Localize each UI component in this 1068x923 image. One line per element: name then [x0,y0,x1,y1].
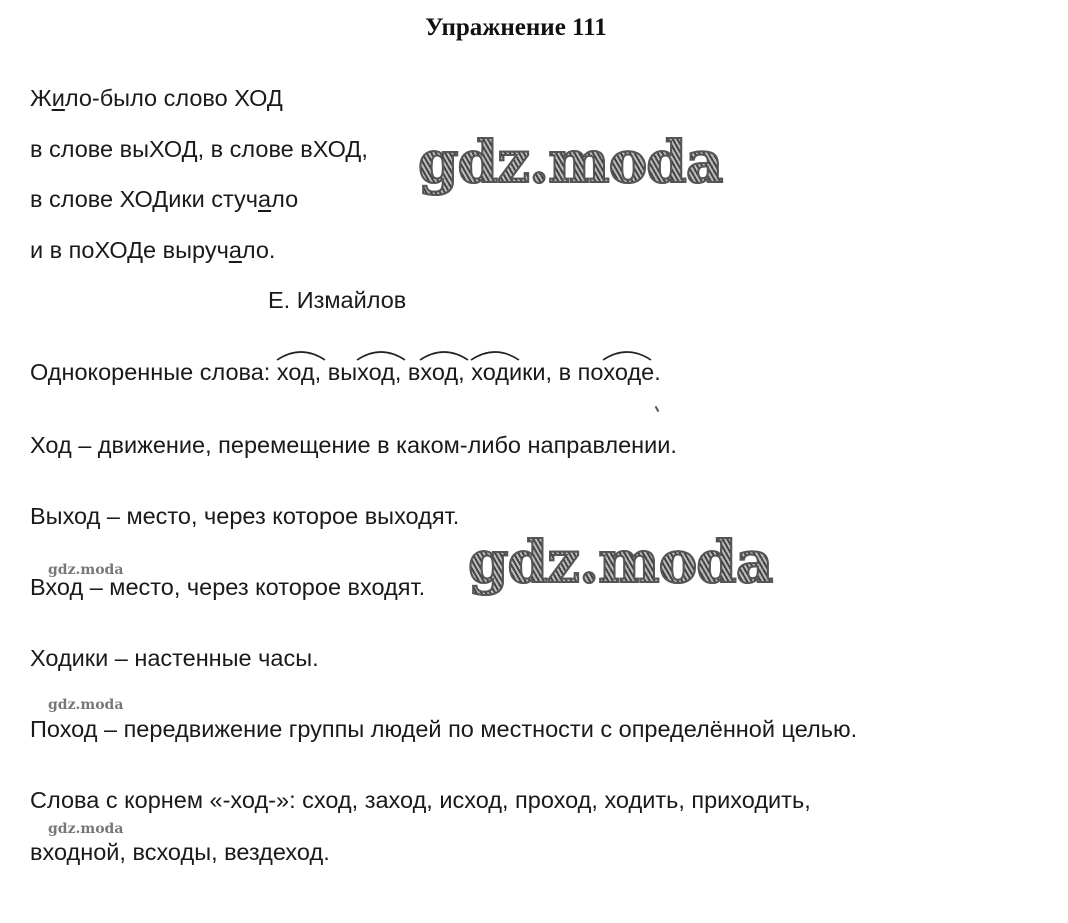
cognate-word-5: в по ходе [559,359,655,385]
root-arc-word-1: ход [277,360,315,386]
cognate-word-4: ходики [471,359,545,385]
poem-line-1-post: ло-было слово ХОД [64,85,283,111]
cognate-word-3: в ход [408,359,458,385]
root-arc-icon [355,348,407,362]
definition-hod: Ход – движение, перемещение в каком-либо направлении. [30,432,677,458]
root-arc-icon [275,348,327,362]
cognates-separator: , [545,359,559,385]
watermark-large-top: gdz.moda [418,128,723,196]
cognates-separator: , [458,359,472,385]
root-arc-word-5: ход [603,360,641,386]
poem-line-4-pre: и в поХОДе выруч [30,237,229,263]
root-words-line-1: Слова с корнем «-ход-»: сход, заход, исход, проход, ходить, приходить, [30,787,811,813]
cognate-word-2: вы ход [328,359,395,385]
cognates-separator: , [394,359,408,385]
poem-line-1-pre: Ж [30,85,52,111]
poem-line-3 [30,187,298,213]
root-arc-word-4: ход [471,360,509,386]
root-arc-icon [601,348,653,362]
cognates-separator: , [314,359,328,385]
poem-line-4 [30,238,275,264]
poem-line-4-post: ло. [241,237,276,263]
definition-hodiki: Ходики – настенные часы. [30,645,319,671]
poem-line-3-underlined-vowel: а [258,186,272,212]
poem-line-1-underlined-vowel: и [51,85,65,111]
poem-line-3-post: ло [271,186,299,212]
root-arc-word-3: ход [420,360,458,386]
cognates-line [30,360,661,386]
root-arc-word-2: ход [357,360,395,386]
cognates-label: Однокоренные слова: [30,359,277,385]
cognate-word-1 [277,359,315,385]
root-words-line-2: входной, всходы, вездеход. [30,839,330,865]
watermark-small-1: gdz.moda [48,562,124,578]
poem-line-4-underlined-vowel: а [228,237,242,263]
definition-vhod: Вход – место, через которое входят. [30,574,426,600]
definition-pohod: Поход – передвижение группы людей по местности с определённой целью. [30,716,858,742]
poem-author: Е. Измайлов [268,287,407,313]
cognates-end: . [654,359,661,385]
watermark-large-middle: gdz.moda [468,528,773,596]
root-arc-icon [418,348,470,362]
scan-speck [655,406,660,412]
exercise-title: Упражнение 111 [425,14,607,41]
poem-line-2: в слове выХОД, в слове вХОД, [30,136,368,162]
poem-line-3-pre: в слове ХОДики стуч [30,186,259,212]
root-arc-icon [469,348,521,362]
watermark-small-3: gdz.moda [48,821,124,837]
poem-line-1 [30,86,283,112]
definition-vyhod: Выход – место, через которое выходят. [30,503,460,529]
watermark-small-2: gdz.moda [48,697,124,713]
